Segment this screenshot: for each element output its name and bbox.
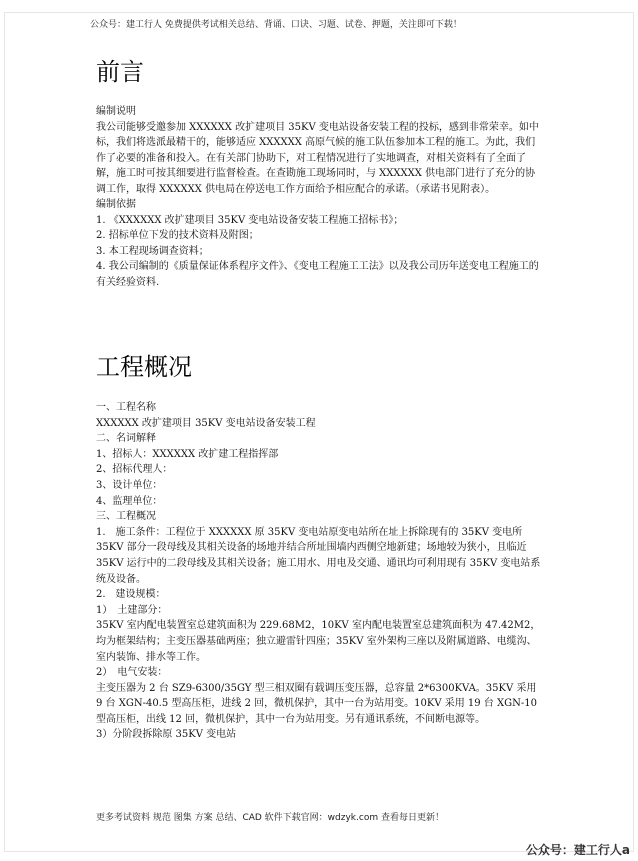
overview-line: 1） 土建部分： [96, 604, 168, 616]
overview-line: 2、招标代理人： [96, 464, 173, 476]
overview-line: 3）分阶段拆除原 35KV 变电站 [96, 729, 237, 741]
overview-line: 三、工程概况 [96, 511, 156, 523]
preface-subheading: 编制依据 [96, 199, 136, 210]
watermark-text: 公众号：建工行人a [525, 843, 630, 857]
preface-list-item: 2. 招标单位下发的技术资料及附图； [96, 230, 259, 241]
overview-line: 3、设计单位： [96, 479, 163, 491]
overview-line: 一、工程名称 [96, 402, 156, 413]
preface-list-item: 3. 本工程现场调查资料； [96, 245, 209, 257]
footer-note: 更多考试资料 规范 图集 方案 总结、CAD 软件下载官网：wdzyk.com 查看每日更新！ [96, 813, 444, 823]
overview-line: XXXXXX 改扩建项目 35KV 变电站设备安装工程 [96, 417, 316, 429]
overview-line: 2. 建设规模： [96, 589, 166, 601]
preface-list-item: 1. 《XXXXXX 改扩建项目 35KV 变电站设备安装工程施工招标书》； [96, 214, 404, 226]
overview-line: 4、监理单位： [96, 495, 163, 507]
overview-line: 二、名词解释 [96, 433, 156, 445]
overview-line: 2） 电气安装： [96, 667, 168, 679]
overview-line: 1、招标人：XXXXXX 改扩建工程指挥部 [96, 448, 279, 460]
preface-heading: 前言 [96, 58, 144, 86]
preface-subheading: 编制说明 [96, 106, 136, 117]
preface-section [96, 104, 544, 290]
overview-paragraph: 主变压器为 2 台 SZ9-6300/35GY 型三相双圈有载调压变压器，总容量 2*6300KVA。35KV 采用 9 台 XGN-40.5 型高压柜，进线 2 回，微机保护，其中一台为站用变。10KV 采用 19 台 XGN-10 型高压柜，出线 12 回，微机保护，其中一台为站用变。另有通讯系统，不间断电源等。 [96, 682, 537, 725]
preface-paragraph: 我公司能够受邀参加 XXXXXX 改扩建项目 35KV 变电站设备安装工程的投标，感到非常荣幸。如中标，我们将选派最精干的，能够适应 XXXXXX 高原气候的施工队伍参加本工程的施工。为此，我们作了必要的准备和投入。在有关部门协助下，对工程情况进行了实地调查，对相关资料有了全面了解，施工时可按其细要进行监督检查。在查勘施工现场同时，与 XXXXXX 供电部门进行了充分的协调工作，取得 XXXXXX 供电局在停送电工作方面给予相应配合的承诺。（承诺书见附表）。 [96, 121, 539, 195]
overview-heading: 工程概况 [96, 353, 192, 381]
overview-section [96, 400, 544, 743]
overview-paragraph: 35KV 室内配电装置室总建筑面积为 229.68M2，10KV 室内配电装置室总建筑面积为 47.42M2，均为框架结构；主变压器基础两座；独立避雷针四座；35KV 室外架构三座以及附属道路、电缆沟、室内装饰、排水等工作。 [96, 620, 541, 663]
header-note: 公众号：建工行人 免费提供考试相关总结、背诵、口诀、习题、试卷、押题，关注即可下载！ [90, 20, 462, 30]
preface-list-item: 4. 我公司编制的《质量保证体系程序文件》、《变电工程施工工法》以及我公司历年送变电工程施工的有关经验资料. [96, 261, 539, 288]
overview-paragraph: 1. 施工条件：工程位于 XXXXXX 原 35KV 变电站原变电站所在址上拆除现有的 35KV 变电所 35KV 部分一段母线及其相关设备的场地并结合所址围墙内西侧空地新建；场地较为狭小，且临近 35KV 运行中的二段母线及其相关设备；施工用水、用电及交通、通讯均可利用现有 35KV 变电站系统及设备。 [96, 526, 541, 585]
